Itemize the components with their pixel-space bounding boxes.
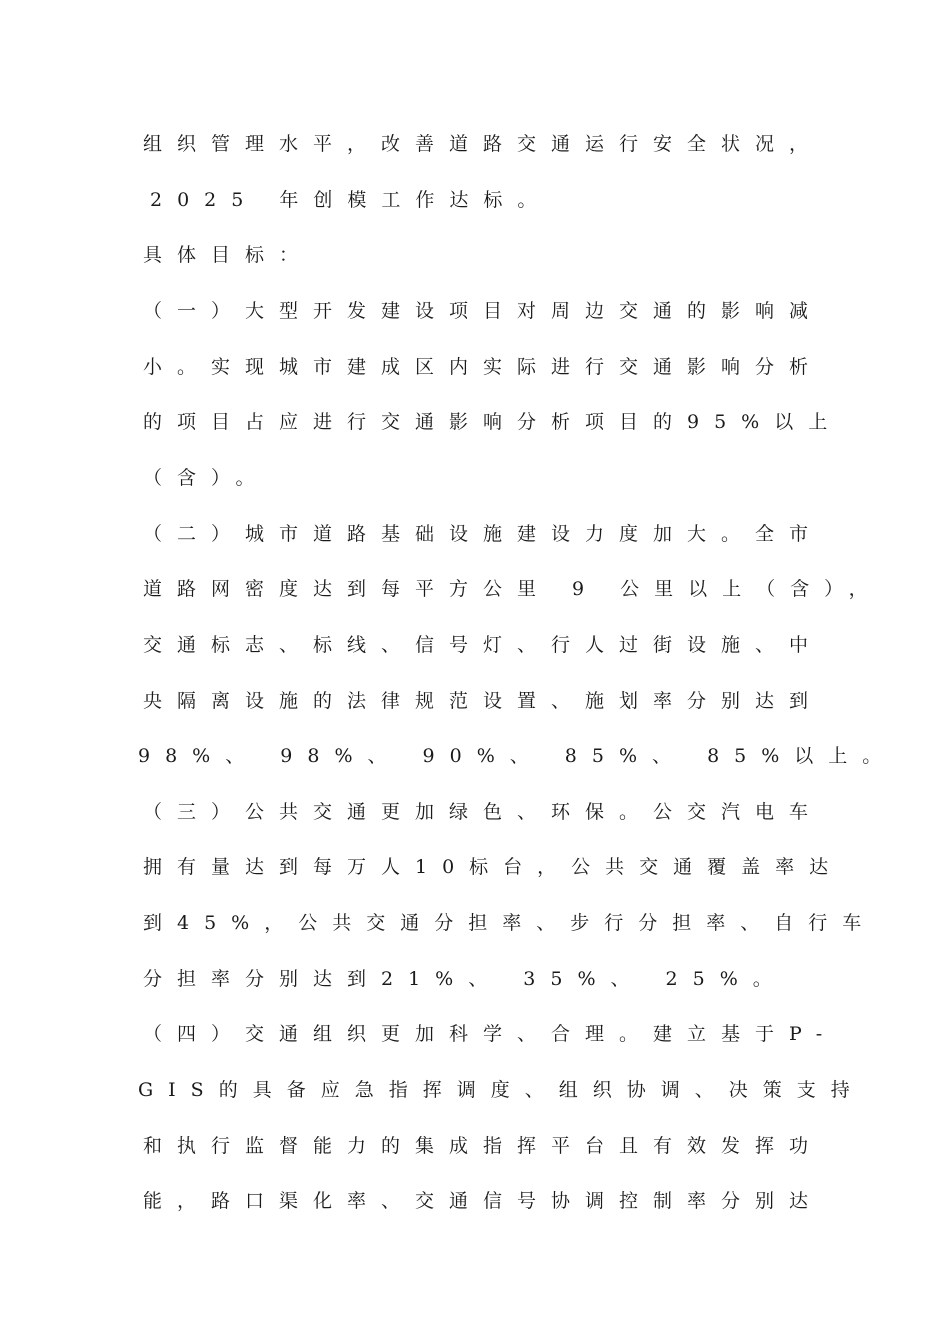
text-line: （一）大型开发建设项目对周边交通的影响减 [143, 300, 824, 322]
text-line: 交通标志、标线、信号灯、行人过街设施、中 [143, 634, 824, 656]
text-line: （含）。 [143, 467, 270, 489]
text-line: 道路网密度达到每平方公里 9 公里以上（含）， [143, 578, 883, 600]
text-line: （三）公共交通更加绿色、环保。公交汽电车 [143, 801, 824, 823]
text-line: 能，路口渠化率、交通信号协调控制率分别达 [143, 1190, 824, 1212]
text-line: 小。实现城市建成区内实际进行交通影响分析 [143, 356, 824, 378]
text-line: GIS的具备应急指挥调度、组织协调、决策支持 [138, 1079, 865, 1101]
text-line: 具体目标： [143, 244, 314, 266]
text-line: 98%、 98%、 90%、 85%、 85%以上。 [138, 745, 897, 767]
text-line: （四）交通组织更加科学、合理。建立基于P- [143, 1023, 838, 1045]
text-line: 到45%，公共交通分担率、步行分担率、自行车 [143, 912, 877, 934]
text-line: 央隔离设施的法律规范设置、施划率分别达到 [143, 690, 824, 712]
text-line: （二）城市道路基础设施建设力度加大。全市 [143, 523, 824, 545]
text-line: 和执行监督能力的集成指挥平台且有效发挥功 [143, 1135, 824, 1157]
text-line: 组织管理水平，改善道路交通运行安全状况， [143, 133, 824, 155]
text-line: 分担率分别达到21%、 35%、 25%。 [143, 968, 787, 990]
text-line: 2025 年创模工作达标。 [150, 189, 552, 211]
text-line: 的项目占应进行交通影响分析项目的95%以上 [143, 411, 843, 433]
text-line: 拥有量达到每万人10标台，公共交通覆盖率达 [143, 856, 844, 878]
